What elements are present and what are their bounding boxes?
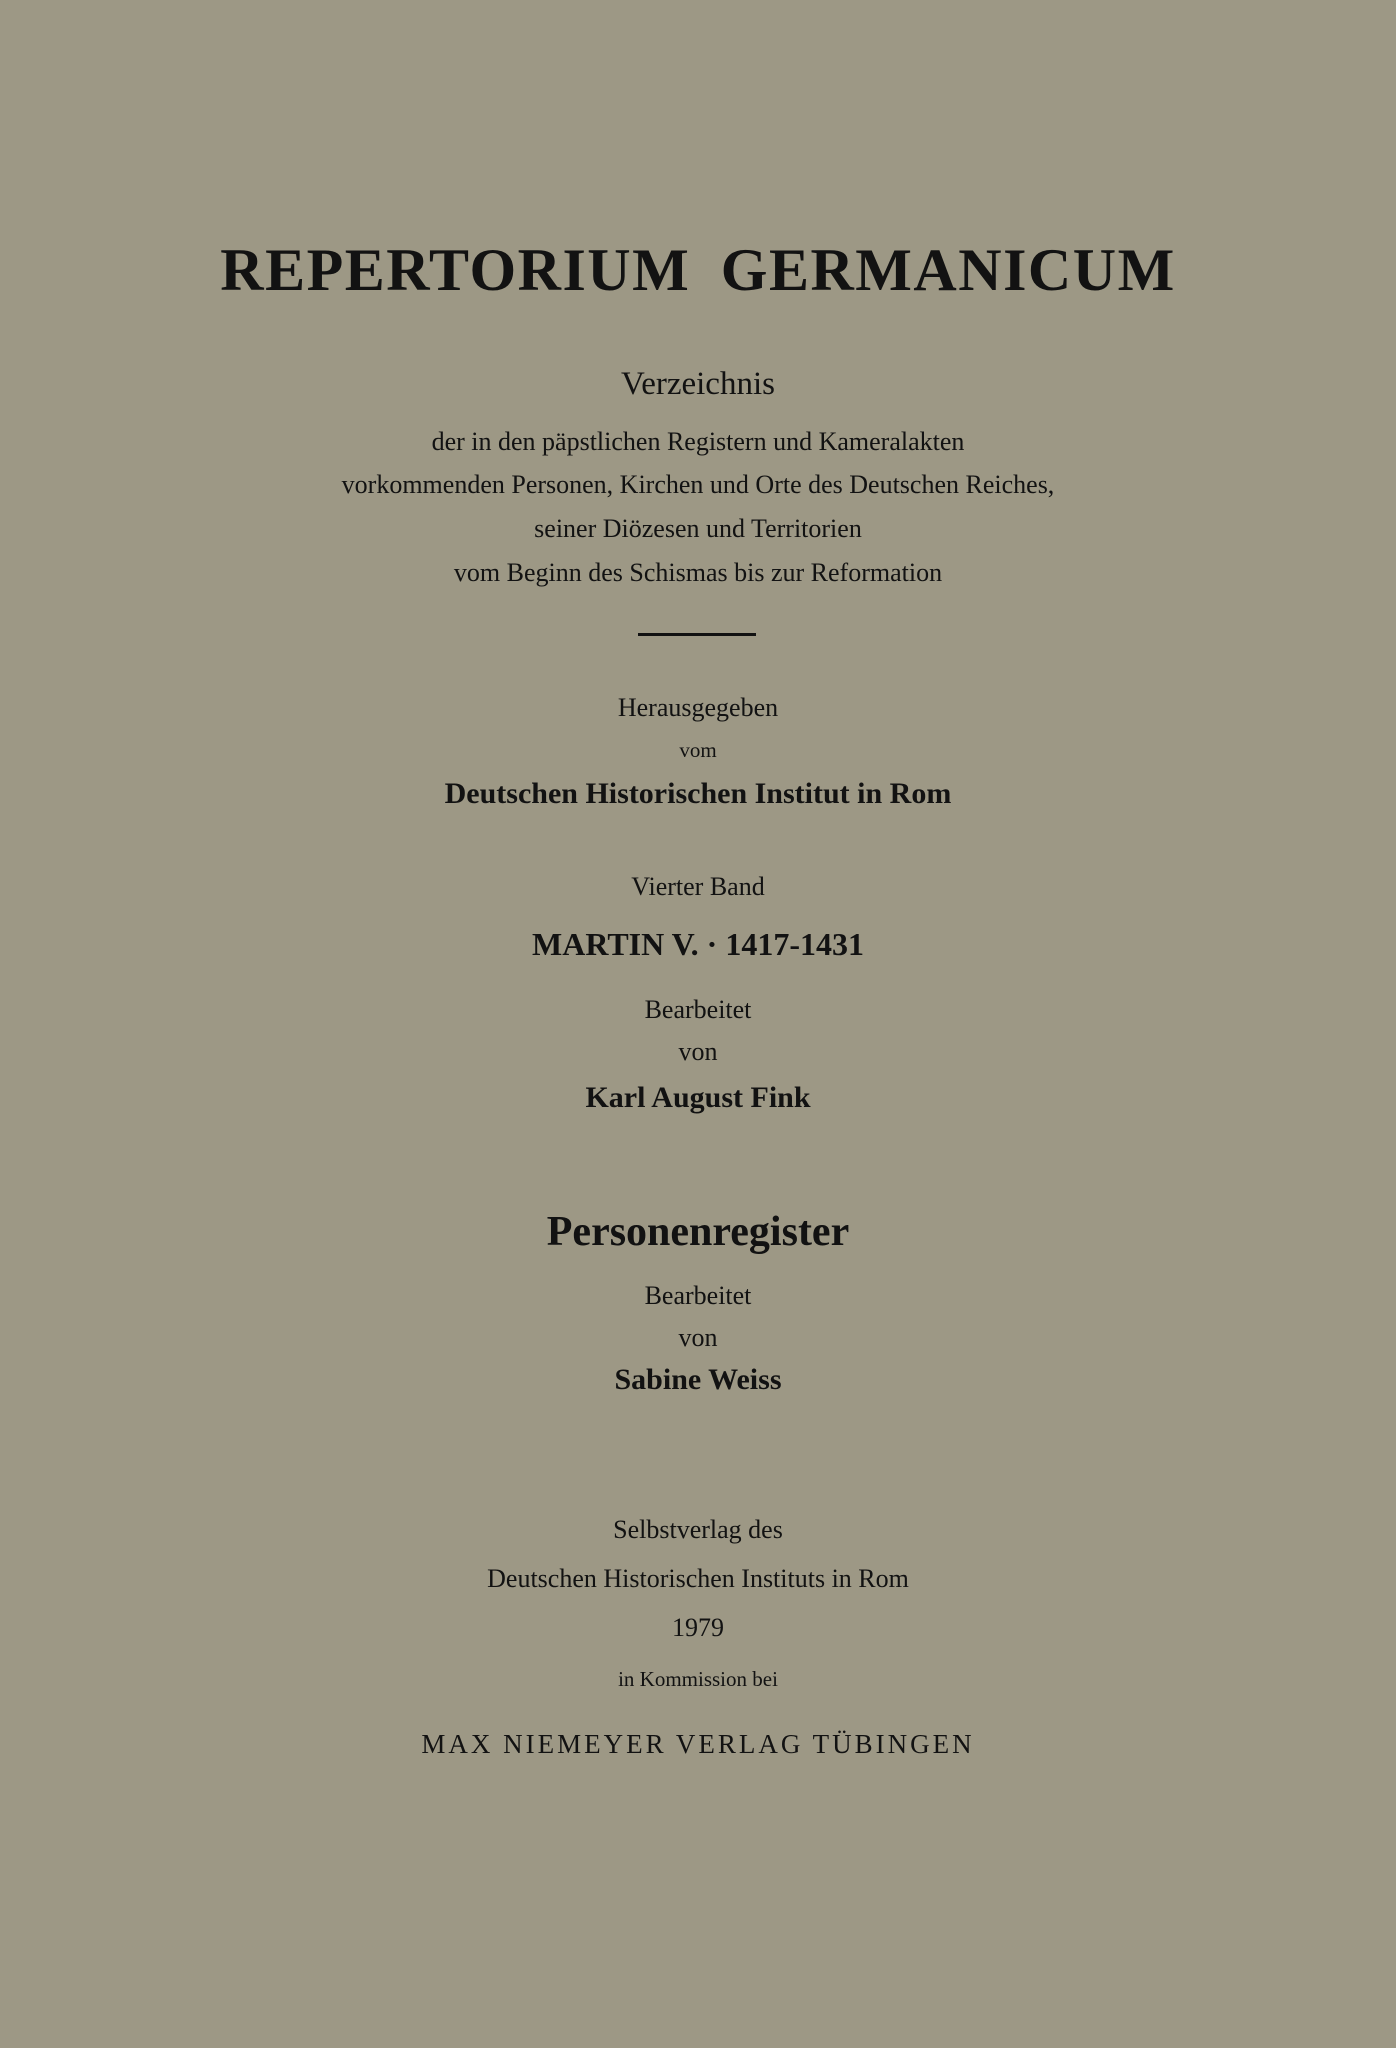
register-heading: Personenregister (546, 1209, 850, 1255)
description-line-2: vorkommenden Personen, Kirchen und Orte des Deutschen Reiches, (341, 470, 1055, 499)
kommission-label: in Kommission bei (618, 1667, 778, 1691)
volume-name: MARTIN V. · 1417-1431 (532, 926, 864, 962)
selbstverlag-label: Selbstverlag des (613, 1515, 783, 1544)
vom-label: vom (679, 738, 717, 762)
imprint-year: 1979 (672, 1613, 724, 1642)
volume-label: Vierter Band (631, 872, 765, 901)
subtitle: Verzeichnis (621, 366, 775, 402)
imprint-institute: Deutschen Historischen Instituts in Rom (487, 1564, 909, 1593)
herausgegeben-label: Herausgegeben (617, 693, 779, 722)
editor-institute: Deutschen Historischen Institut in Rom (444, 777, 952, 810)
register-bearbeitet-label: Bearbeitet (644, 1281, 752, 1310)
register-author: Sabine Weiss (614, 1363, 782, 1396)
volume-bearbeitet-label: Bearbeitet (644, 995, 752, 1024)
publisher-name: MAX NIEMEYER VERLAG TÜBINGEN (421, 1729, 975, 1759)
divider-rule (638, 633, 756, 636)
register-von-label: von (678, 1323, 718, 1352)
description-line-1: der in den päpstlichen Registern und Kameralakten (431, 427, 965, 456)
description-line-3: seiner Diözesen und Territorien (534, 514, 862, 543)
book-title: REPERTORIUM GERMANICUM (220, 237, 1176, 303)
volume-von-label: von (678, 1037, 718, 1066)
volume-author: Karl August Fink (585, 1081, 811, 1114)
description-line-4: vom Beginn des Schismas bis zur Reformation (453, 558, 943, 587)
